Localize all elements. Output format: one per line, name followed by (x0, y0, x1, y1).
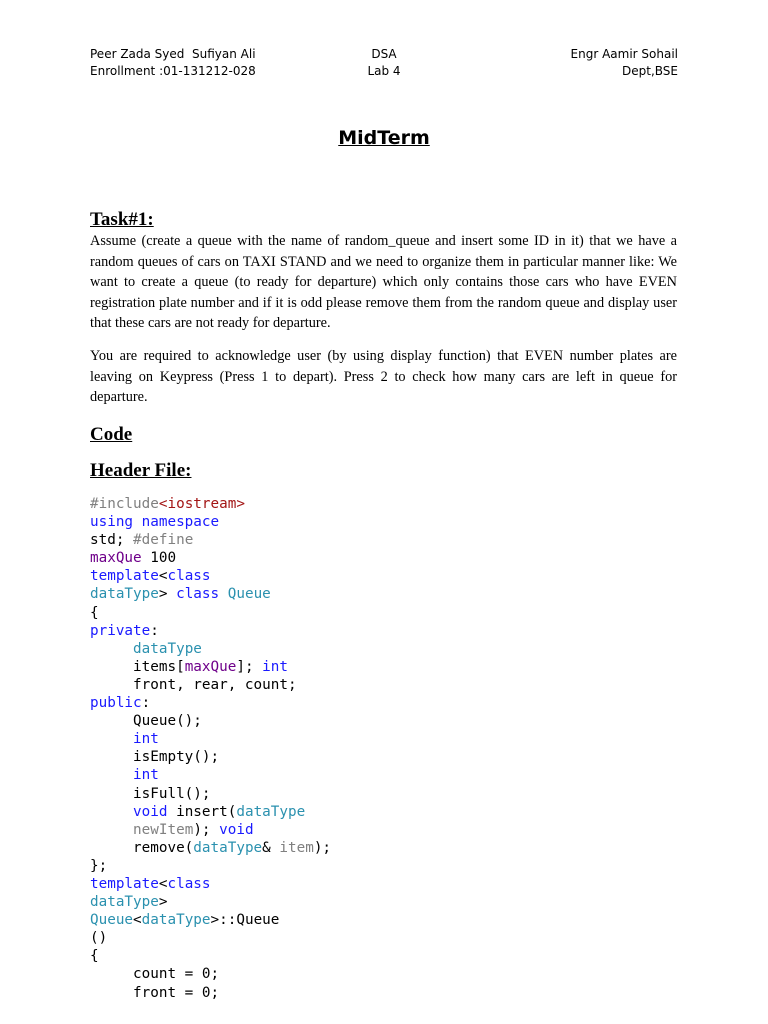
task-heading: Task#1: (90, 209, 154, 230)
code-token: public (90, 695, 142, 712)
code-token: front, rear, count; (90, 676, 297, 693)
code-token: ]; (236, 658, 263, 675)
code-line (90, 604, 690, 622)
code-line (90, 513, 690, 531)
code-line (90, 640, 690, 658)
code-token: < (158, 568, 168, 585)
code-line (90, 821, 690, 839)
code-token: item (279, 839, 314, 856)
code-token: void (133, 803, 168, 820)
code-token: count = 0; (90, 966, 220, 983)
code-token: remove( (90, 839, 194, 856)
code-line (90, 911, 690, 929)
instructor-name: Engr Aamir Sohail (570, 47, 678, 61)
code-token: ); (313, 839, 332, 856)
code-token (90, 804, 133, 820)
code-line (90, 585, 690, 603)
code-token: ); (193, 821, 220, 838)
code-token: Queue (227, 586, 271, 603)
header-file-heading: Header File: (90, 460, 192, 481)
code-token: dataType (141, 912, 211, 929)
code-token: { (90, 604, 99, 621)
header-instructor-block (571, 46, 678, 80)
code-line (90, 766, 690, 784)
code-token: { (90, 948, 99, 965)
code-token (90, 822, 133, 838)
code-token: > (158, 586, 177, 603)
code-token: dataType (193, 839, 263, 856)
code-token: : (141, 695, 151, 712)
header-author-block (90, 46, 256, 80)
code-line (90, 893, 690, 911)
code-token: dataType (236, 803, 306, 820)
code-line (90, 803, 690, 821)
page-title: MidTerm (338, 127, 430, 149)
code-token: private (90, 622, 151, 639)
code-line (90, 531, 690, 549)
lab-number: Lab 4 (367, 64, 401, 78)
code-token: < (133, 912, 142, 929)
code-line (90, 857, 690, 875)
code-token: using namespace (90, 514, 220, 531)
code-token: class (176, 586, 220, 603)
code-line (90, 658, 690, 676)
code-line (90, 748, 690, 766)
code-token: int (133, 731, 159, 748)
code-line (90, 549, 690, 567)
code-token (219, 586, 228, 602)
code-token: template (90, 568, 159, 585)
course-name: DSA (371, 47, 397, 61)
code-token: }; (90, 857, 108, 874)
code-token: std; (90, 532, 134, 549)
code-token (90, 731, 133, 747)
code-line (90, 694, 690, 712)
code-token (90, 767, 133, 783)
code-line (90, 839, 690, 857)
code-token: Queue(); (90, 713, 202, 730)
code-token: dataType (90, 586, 159, 603)
task-paragraph-2: You are required to acknowledge user (by using display function) that EVEN number plates are leaving on Keypress (Press 1 to depart). Press 2 to check how many cars are left in queue for departure. (90, 348, 677, 405)
code-token: int (133, 767, 159, 784)
code-line (90, 567, 690, 585)
enrollment-number: Enrollment :01-131212-028 (90, 64, 256, 78)
code-line (90, 712, 690, 730)
code-token: int (262, 658, 288, 675)
code-line (90, 929, 690, 947)
code-token: 100 (141, 550, 177, 567)
code-token: < (158, 875, 168, 892)
code-line (90, 730, 690, 748)
code-token: maxQue (184, 658, 237, 675)
code-token: #include (90, 496, 159, 512)
code-line (90, 965, 690, 983)
code-token: insert( (167, 803, 237, 820)
code-token: isEmpty(); (90, 749, 220, 766)
code-token: items[ (90, 658, 185, 675)
code-line (90, 495, 690, 513)
code-token: dataType (133, 640, 202, 657)
code-token: #define (133, 532, 194, 549)
code-line (90, 984, 690, 1002)
code-token: () (90, 930, 108, 947)
code-token: isFull(); (90, 785, 211, 802)
code-token: <iostream> (158, 496, 245, 512)
code-block (90, 495, 690, 1002)
code-token: > (158, 894, 168, 911)
code-heading: Code (90, 424, 133, 445)
code-token: Queue (90, 912, 134, 929)
header-course-block (334, 46, 434, 80)
code-line (90, 676, 690, 694)
code-token: >::Queue (210, 912, 280, 929)
code-token: void (219, 821, 254, 838)
department: Dept,BSE (622, 64, 678, 78)
code-token: template (90, 875, 159, 892)
code-line (90, 875, 690, 893)
code-token: newItem (133, 821, 194, 838)
task-paragraph-1: Assume (create a queue with the name of random_queue and insert some ID in it) that we have a random queues of cars on TAXI STAND and we need to organize them in particular manner like: We want to create a queue (to ready for departure) which only contains those cars who have EVEN registration plate number and if it is odd please remove them from the random queue and display user that these cars are not ready for departure. (90, 233, 677, 331)
code-token: maxQue (90, 550, 142, 567)
code-token: : (150, 622, 159, 639)
code-token: & (262, 839, 280, 856)
code-token (90, 641, 133, 657)
code-line (90, 785, 690, 803)
code-line (90, 947, 690, 965)
author-name: Peer Zada Syed Sufiyan Ali (90, 47, 256, 61)
code-token: front = 0; (90, 984, 220, 1001)
code-token: dataType (90, 894, 159, 911)
code-line (90, 622, 690, 640)
code-token: class (167, 568, 211, 585)
code-token: class (167, 875, 211, 892)
